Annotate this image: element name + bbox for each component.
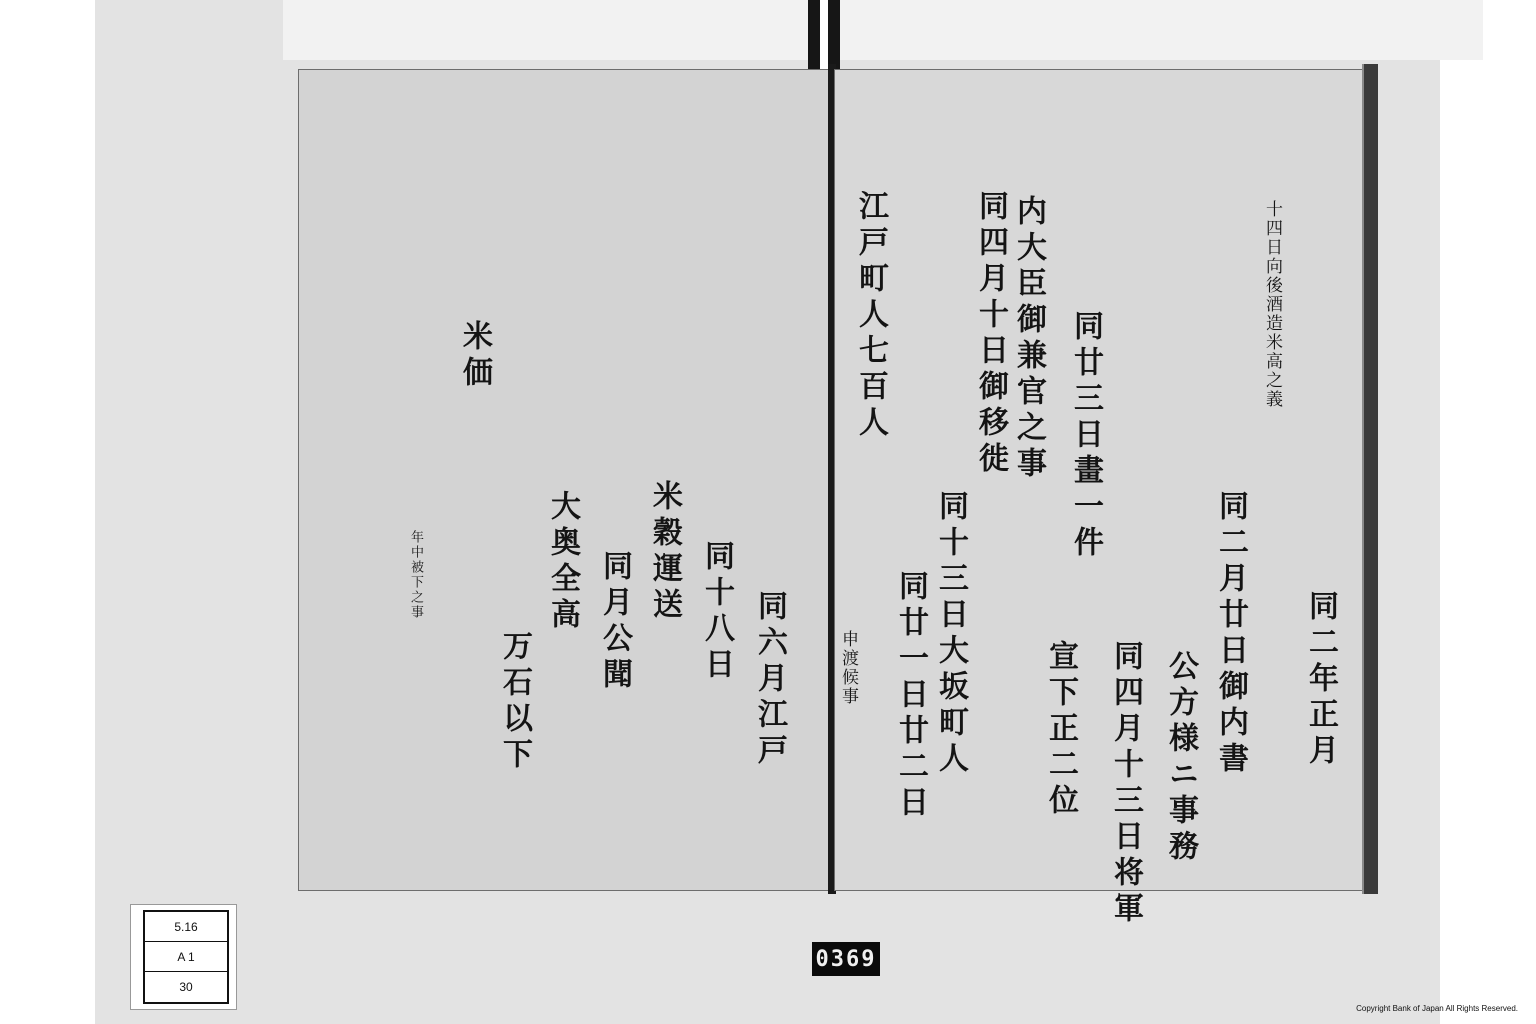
top-strip xyxy=(283,0,1483,60)
manuscript-line: 同二年正月 xyxy=(1303,590,1338,770)
manuscript-line: 同廿三日畫一件 xyxy=(1068,310,1103,562)
manuscript-line: 同十三日大坂町人 xyxy=(933,490,968,778)
left-page xyxy=(298,69,830,891)
manuscript-line: 同二月廿日御内書 xyxy=(1213,490,1248,778)
label-table xyxy=(143,910,229,1004)
book-edge xyxy=(1362,64,1378,894)
manuscript-line: 年中被下之事 xyxy=(408,530,423,620)
frame-number: 0369 xyxy=(812,942,880,976)
manuscript-line: 大奥全高 xyxy=(545,490,580,634)
right-page xyxy=(834,69,1364,928)
manuscript-line: 申渡候事 xyxy=(838,630,858,706)
book-clip xyxy=(808,0,840,72)
manuscript-line: 米穀運送 xyxy=(647,480,682,624)
manuscript-line: 米価 xyxy=(457,320,492,392)
manuscript-line: 同月公聞 xyxy=(597,550,632,694)
manuscript-line: 万石以下 xyxy=(497,630,532,774)
manuscript-line: 同四月十日御移徙 xyxy=(973,190,1008,478)
label-row: 5.16 xyxy=(145,912,227,942)
open-book xyxy=(298,64,1388,928)
archive-label-card xyxy=(130,904,237,1010)
manuscript-line: 公方様ニ事務 xyxy=(1163,650,1198,866)
manuscript-line: 内大臣御兼官之事 xyxy=(1011,195,1046,483)
manuscript-line: 同四月十三日将軍 xyxy=(1108,640,1143,928)
label-row: A 1 xyxy=(145,942,227,972)
manuscript-line: 江戸町人七百人 xyxy=(853,190,888,442)
copyright-notice: Copyright Bank of Japan All Rights Reserved. xyxy=(1356,1004,1518,1013)
label-row: 30 xyxy=(179,980,193,994)
manuscript-line: 宣下正二位 xyxy=(1043,640,1078,820)
manuscript-line: 十四日向後酒造米高之義 xyxy=(1262,200,1282,409)
manuscript-line: 同十八日 xyxy=(699,540,734,684)
manuscript-line: 同六月江戸 xyxy=(752,590,787,770)
manuscript-line: 同廿一日廿二日 xyxy=(893,570,928,822)
